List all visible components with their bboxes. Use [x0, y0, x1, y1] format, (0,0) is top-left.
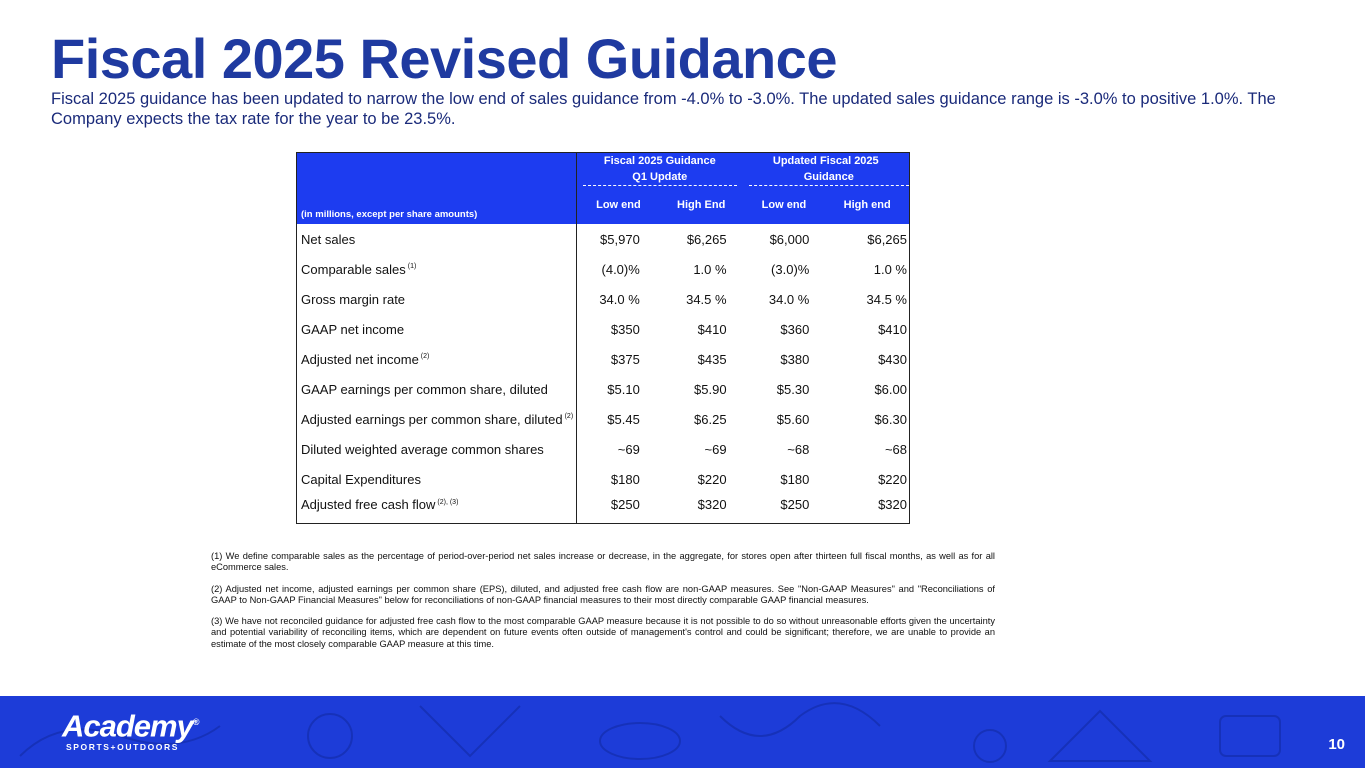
- row-value-cell: $180: [780, 471, 810, 487]
- table-row: [297, 284, 910, 314]
- row-value-cell: $5.30: [776, 381, 810, 397]
- logo-registered-mark: ®: [192, 717, 199, 727]
- row-label-text: Diluted weighted average common shares: [301, 441, 544, 457]
- row-label: [297, 284, 577, 314]
- row-label: [297, 494, 577, 524]
- header-col-high-q1: High End: [660, 186, 743, 224]
- row-label: [297, 464, 577, 494]
- table-header-columns: [297, 186, 910, 224]
- header-units-label: (in millions, except per share amounts): [297, 186, 577, 224]
- row-label-text: Adjusted net income: [301, 351, 419, 367]
- header-group-q1-line2: Q1 Update: [583, 169, 737, 186]
- header-col-low-q1: Low end: [577, 186, 660, 224]
- row-value-cell: $250: [780, 497, 810, 512]
- row-label: [297, 254, 577, 284]
- footer-illustration: [0, 696, 1365, 768]
- footer-band: [0, 696, 1365, 768]
- row-value-cell: $6,265: [867, 231, 907, 247]
- row-value-cell: $350: [610, 321, 640, 337]
- header-blank: [297, 153, 577, 187]
- row-value-cell: (3.0)%: [771, 261, 810, 277]
- header-col-low-updated: Low end: [743, 186, 826, 224]
- row-value-cell: $6.30: [874, 411, 907, 427]
- page-subtitle: Fiscal 2025 guidance has been updated to narrow the low end of sales guidance from -4.0% to -3.0%. The updated sales guidance range is -3.0% to positive 1.0%. The Company expects the tax rate for the year to be 23.5%.: [51, 90, 1276, 128]
- row-value-cell: $6.25: [694, 411, 727, 427]
- row-value-cell: $435: [697, 351, 727, 367]
- table-row: [297, 374, 910, 404]
- footnote-2: (2) Adjusted net income, adjusted earnings per common share (EPS), diluted, and adjusted free cash flow are non-GAAP measures. See "Non-GAAP Measures" and "Reconciliations of GAAP to Non-GAAP Financial Measures" below for reconciliations of non-GAAP financial measures to their most directly comparable GAAP financial measures.: [211, 583, 995, 605]
- row-label: [297, 224, 577, 254]
- row-value-cell: $320: [697, 497, 727, 512]
- row-value-cell: $220: [878, 471, 907, 487]
- table-row: [297, 494, 910, 524]
- footnotes: [211, 551, 995, 660]
- header-col-high-updated: High end: [825, 186, 909, 224]
- row-value-cell: 34.0 %: [599, 291, 640, 307]
- row-value-cell: 1.0 %: [873, 261, 907, 277]
- header-group-q1-update: [577, 153, 743, 187]
- row-value-cell: $5.10: [607, 381, 640, 397]
- row-label-text: Adjusted earnings per common share, diluted: [301, 411, 563, 427]
- row-value-cell: 34.5 %: [686, 291, 727, 307]
- row-value-cell: $6.00: [874, 381, 907, 397]
- row-value-cell: $360: [780, 321, 810, 337]
- header-group-updated-line1: Updated Fiscal 2025: [772, 155, 879, 167]
- row-value-cell: 1.0 %: [693, 261, 727, 277]
- row-value-cell: ~69: [617, 441, 640, 457]
- table-row: [297, 224, 910, 254]
- row-value-cell: $5.45: [607, 411, 640, 427]
- row-value-cell: ~68: [884, 441, 907, 457]
- row-label-text: Adjusted free cash flow: [301, 497, 436, 512]
- row-label: [297, 434, 577, 464]
- guidance-table: [296, 152, 910, 524]
- row-label: [297, 314, 577, 344]
- table-row: [297, 344, 910, 374]
- row-footnote-ref: (2), (3): [437, 498, 459, 506]
- row-value-cell: $220: [697, 471, 727, 487]
- row-value-cell: $410: [697, 321, 727, 337]
- row-value-cell: $320: [878, 497, 907, 512]
- row-value-cell: $410: [878, 321, 907, 337]
- row-value-cell: 34.0 %: [768, 291, 810, 307]
- row-footnote-ref: (1): [407, 263, 417, 271]
- row-value-cell: 34.5 %: [866, 291, 907, 307]
- row-label-text: GAAP net income: [301, 321, 405, 337]
- table-body: [297, 224, 910, 524]
- table-row: [297, 464, 910, 494]
- table-row: [297, 404, 910, 434]
- row-value-cell: (4.0)%: [601, 261, 640, 277]
- row-value-cell: ~69: [704, 441, 727, 457]
- row-label-text: Gross margin rate: [301, 291, 406, 307]
- row-footnote-ref: (2): [564, 413, 574, 421]
- row-value-cell: $5.90: [694, 381, 727, 397]
- row-label-text: Capital Expenditures: [301, 471, 421, 487]
- header-group-updated-line2: Guidance: [749, 169, 909, 186]
- academy-logo: [62, 706, 199, 752]
- logo-tagline: SPORTS+OUTDOORS: [66, 742, 180, 753]
- row-value-cell: $6,265: [686, 231, 727, 247]
- footnote-3: (3) We have not reconciled guidance for adjusted free cash flow to the most comparable GAAP measure because it is not possible to do so without unreasonable efforts given the uncertainty and potential variability of reconciling items, which are dependent on future events often outside of management's control and could be significant; therefore, we are unable to provide an estimate of the most closely comparable GAAP measure at this time.: [211, 616, 995, 649]
- row-footnote-ref: (2): [420, 353, 430, 361]
- row-value-cell: $380: [780, 351, 810, 367]
- row-label-text: GAAP earnings per common share, diluted: [301, 381, 548, 397]
- row-value-cell: $430: [878, 351, 907, 367]
- page-title: Fiscal 2025 Revised Guidance: [51, 27, 837, 90]
- page-number: 10: [1328, 736, 1345, 753]
- row-label: [297, 344, 577, 374]
- table-row: [297, 314, 910, 344]
- table-row: [297, 434, 910, 464]
- row-label: [297, 404, 577, 434]
- row-value-cell: $5.60: [776, 411, 810, 427]
- row-value-cell: $5,970: [600, 231, 640, 247]
- row-label-text: Net sales: [301, 231, 356, 247]
- row-label-text: Comparable sales: [301, 261, 406, 277]
- header-group-q1-line1: Fiscal 2025 Guidance: [603, 155, 716, 167]
- row-label: [297, 374, 577, 404]
- row-value-cell: ~68: [787, 441, 810, 457]
- logo-wordmark: [62, 706, 199, 742]
- header-group-updated: [743, 153, 910, 187]
- row-value-cell: $375: [610, 351, 640, 367]
- row-value-cell: $180: [610, 471, 640, 487]
- row-value-cell: $6,000: [769, 231, 810, 247]
- footnote-1: (1) We define comparable sales as the percentage of period-over-period net sales increase or decrease, in the aggregate, for stores open after thirteen full fiscal months, as well as for all eCommerce sales.: [211, 551, 995, 573]
- logo-main-text: Academy: [62, 708, 193, 744]
- table-row: [297, 254, 910, 284]
- table-header-groups: [297, 153, 910, 187]
- row-value-cell: $250: [610, 497, 640, 512]
